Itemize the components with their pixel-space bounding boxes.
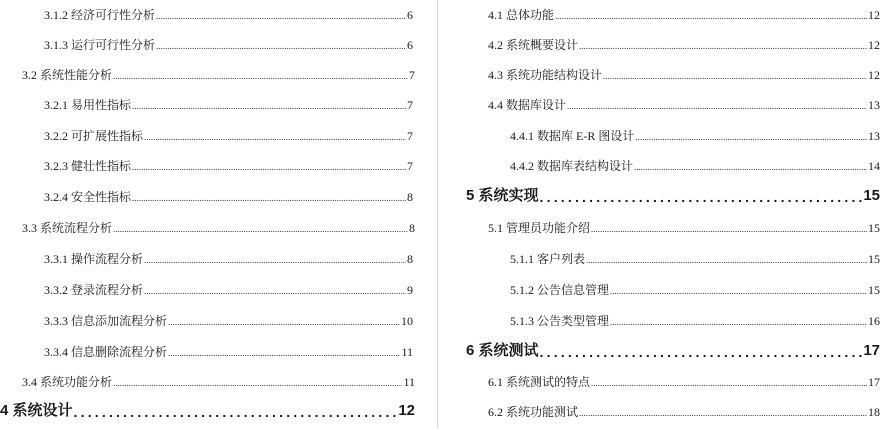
toc-entry-label: 3.1.3 运行可行性分析 <box>44 38 156 52</box>
toc-entry[interactable] <box>44 8 413 22</box>
toc-dot-leader <box>156 40 406 52</box>
toc-dot-leader <box>132 100 406 112</box>
toc-entry-label: 4.1 总体功能 <box>488 8 555 22</box>
toc-entry[interactable] <box>44 159 413 173</box>
toc-dot-leader <box>591 223 867 235</box>
toc-dot-leader <box>540 344 863 360</box>
toc-page-number: 8 <box>409 221 415 235</box>
toc-entry-label: 4.4.1 数据库 E-R 图设计 <box>510 129 635 143</box>
toc-entry[interactable] <box>488 38 880 52</box>
toc-page-number: 6 <box>407 38 413 52</box>
toc-entry[interactable] <box>44 38 413 52</box>
toc-entry-label: 3.3 系统流程分析 <box>22 221 113 235</box>
toc-page-number: 12 <box>868 68 880 82</box>
toc-entry-label: 3.1.2 经济可行性分析 <box>44 8 156 22</box>
toc-dot-leader <box>113 70 408 82</box>
toc-page-number: 7 <box>409 68 415 82</box>
toc-page-number: 15 <box>868 252 880 266</box>
toc-entry-label: 3.2.3 健壮性指标 <box>44 159 132 173</box>
toc-entry[interactable] <box>22 221 415 235</box>
toc-dot-leader <box>579 40 867 52</box>
toc-dot-leader <box>610 285 867 297</box>
toc-entry-label: 6.2 系统功能测试 <box>488 405 579 419</box>
toc-entry[interactable] <box>510 129 880 143</box>
toc-entry[interactable] <box>488 221 880 235</box>
toc-entry[interactable] <box>488 375 880 389</box>
toc-entry-label: 4.4.2 数据库表结构设计 <box>510 159 634 173</box>
toc-dot-leader <box>591 377 867 389</box>
toc-page-number: 8 <box>407 252 413 266</box>
toc-dot-leader <box>144 254 406 266</box>
toc-entry-label: 5.1 管理员功能介绍 <box>488 221 591 235</box>
toc-page-number: 17 <box>863 342 880 359</box>
toc-page-number: 7 <box>407 159 413 173</box>
toc-dot-leader <box>610 316 867 328</box>
toc-entry[interactable] <box>44 345 413 359</box>
toc-entry-label: 6 系统测试 <box>466 342 539 359</box>
toc-page-number: 12 <box>398 402 415 419</box>
toc-entry[interactable] <box>22 375 415 389</box>
toc-page-number: 14 <box>868 159 880 173</box>
toc-dot-leader <box>586 254 867 266</box>
toc-dot-leader <box>555 10 867 22</box>
toc-page-number: 13 <box>868 98 880 112</box>
toc-entry-label: 4.3 系统功能结构设计 <box>488 68 603 82</box>
toc-page-number: 13 <box>868 129 880 143</box>
toc-entry-label: 5.1.2 公告信息管理 <box>510 283 610 297</box>
toc-page-number: 7 <box>407 98 413 112</box>
toc-page-number: 7 <box>407 129 413 143</box>
toc-page-number: 6 <box>407 8 413 22</box>
toc-dot-leader <box>113 377 402 389</box>
toc-dot-leader <box>132 161 406 173</box>
toc-dot-leader <box>168 316 400 328</box>
toc-entry[interactable] <box>44 252 413 266</box>
toc-dot-leader <box>579 407 867 419</box>
toc-dot-leader <box>144 131 406 143</box>
toc-entry[interactable] <box>510 159 880 173</box>
column-divider <box>437 0 438 429</box>
toc-dot-leader <box>540 189 863 205</box>
toc-entry-label: 5.1.1 客户列表 <box>510 252 586 266</box>
toc-page-number: 15 <box>863 187 880 204</box>
toc-entry[interactable] <box>488 98 880 112</box>
toc-page-number: 18 <box>868 405 880 419</box>
toc-entry-label: 3.3.3 信息添加流程分析 <box>44 314 168 328</box>
toc-entry[interactable] <box>22 68 415 82</box>
toc-page-number: 11 <box>401 345 413 359</box>
toc-entry-label: 5.1.3 公告类型管理 <box>510 314 610 328</box>
toc-entry-label: 3.2.2 可扩展性指标 <box>44 129 144 143</box>
toc-entry[interactable] <box>510 252 880 266</box>
toc-page-number: 8 <box>407 190 413 204</box>
toc-dot-leader <box>74 404 398 420</box>
toc-page-number: 12 <box>868 8 880 22</box>
toc-page-number: 10 <box>401 314 413 328</box>
toc-entry[interactable] <box>44 283 413 297</box>
toc-dot-leader <box>168 347 400 359</box>
toc-entry-label: 3.2.4 安全性指标 <box>44 190 132 204</box>
toc-dot-leader <box>634 161 867 173</box>
toc-entry-label: 4.4 数据库设计 <box>488 98 567 112</box>
toc-entry[interactable] <box>488 68 880 82</box>
toc-entry[interactable] <box>44 190 413 204</box>
toc-page-number: 9 <box>407 283 413 297</box>
toc-chapter-entry[interactable] <box>466 342 880 360</box>
toc-entry-label: 5 系统实现 <box>466 187 539 204</box>
toc-entry-label: 4 系统设计 <box>0 402 73 419</box>
toc-entry[interactable] <box>44 98 413 112</box>
toc-page-number: 15 <box>868 283 880 297</box>
toc-chapter-entry[interactable] <box>0 402 415 420</box>
toc-entry-label: 3.4 系统功能分析 <box>22 375 113 389</box>
toc-entry[interactable] <box>510 283 880 297</box>
toc-entry-label: 3.3.1 操作流程分析 <box>44 252 144 266</box>
toc-entry-label: 4.2 系统概要设计 <box>488 38 579 52</box>
toc-dot-leader <box>567 100 867 112</box>
toc-entry-label: 3.3.2 登录流程分析 <box>44 283 144 297</box>
toc-entry[interactable] <box>510 314 880 328</box>
toc-dot-leader <box>603 70 867 82</box>
toc-dot-leader <box>156 10 406 22</box>
toc-chapter-entry[interactable] <box>466 187 880 205</box>
toc-page-number: 12 <box>868 38 880 52</box>
toc-page-number: 11 <box>403 375 415 389</box>
toc-dot-leader <box>635 131 867 143</box>
toc-dot-leader <box>132 192 406 204</box>
toc-entry-label: 6.1 系统测试的特点 <box>488 375 591 389</box>
toc-entry-label: 3.2 系统性能分析 <box>22 68 113 82</box>
toc-entry-label: 3.3.4 信息删除流程分析 <box>44 345 168 359</box>
toc-entry[interactable] <box>488 8 880 22</box>
toc-dot-leader <box>113 223 408 235</box>
toc-page-number: 16 <box>868 314 880 328</box>
toc-page-number: 15 <box>868 221 880 235</box>
toc-entry[interactable] <box>44 129 413 143</box>
toc-entry[interactable] <box>44 314 413 328</box>
toc-entry[interactable] <box>488 405 880 419</box>
toc-entry-label: 3.2.1 易用性指标 <box>44 98 132 112</box>
toc-dot-leader <box>144 285 406 297</box>
toc-page-number: 17 <box>868 375 880 389</box>
